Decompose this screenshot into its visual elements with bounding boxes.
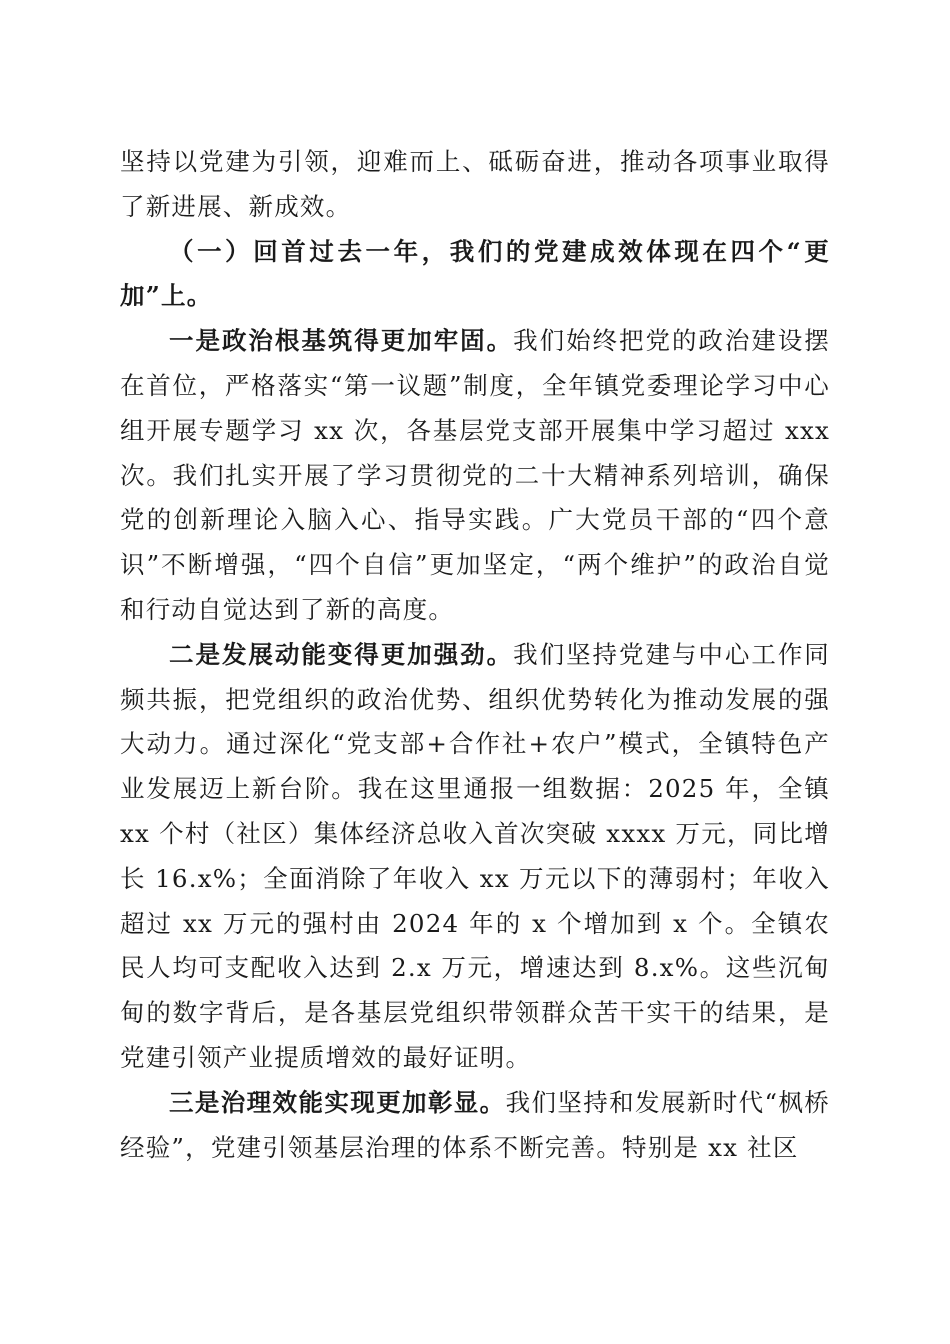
paragraph-text: 我们坚持和发展新时代“枫桥经验”，党建引领基层治理的体系不断完善。特别是 xx 社区 <box>120 1087 830 1162</box>
paragraph-lead: 三是治理效能实现更加彰显。 <box>169 1087 506 1117</box>
paragraph-lead: 一是政治根基筑得更加牢固。 <box>169 326 514 356</box>
paragraph-political-foundation <box>120 319 830 633</box>
paragraph-governance-efficiency <box>120 1081 830 1171</box>
document-body <box>120 140 830 1170</box>
section-heading-text: （一）回首过去一年，我们的党建成效体现在四个“更加”上。 <box>120 236 830 311</box>
paragraph-development-momentum <box>120 633 830 1081</box>
paragraph-lead: 二是发展动能变得更加强劲。 <box>169 639 514 669</box>
paragraph-continuation <box>120 140 830 230</box>
paragraph-text: 坚持以党建为引领，迎难而上、砥砺奋进，推动各项事业取得了新进展、新成效。 <box>120 147 830 221</box>
paragraph-text: 我们始终把党的政治建设摆在首位，严格落实“第一议题”制度，全年镇党委理论学习中心组开展专题学习 xx 次，各基层党支部开展集中学习超过 xxx 次。我们扎实开展了学习贯彻党的二十大精神系列培训，确保党的创新理论入脑入心、指导实践。广大党员干部的“四个意识”不断增强，“四个自信”更加坚定，“两个维护”的政治自觉和行动自觉达到了新的高度。 <box>120 326 830 624</box>
paragraph-text: 我们坚持党建与中心工作同频共振，把党组织的政治优势、组织优势转化为推动发展的强大动力。通过深化“党支部+合作社+农户”模式，全镇特色产业发展迈上新台阶。我在这里通报一组数据：2025 年，全镇 xx 个村（社区）集体经济总收入首次突破 xxxx 万元，同比增长 16.x%；全面消除了年收入 xx 万元以下的薄弱村；年收入超过 xx 万元的强村由 2024 年的 x 个增加到 x 个。全镇农民人均可支配收入达到 2.x 万元，增速达到 8.x%。这些沉甸甸的数字背后，是各基层党组织带领群众苦干实干的结果，是党建引领产业提质增效的最好证明。 <box>120 639 830 1072</box>
section-heading <box>120 230 830 320</box>
